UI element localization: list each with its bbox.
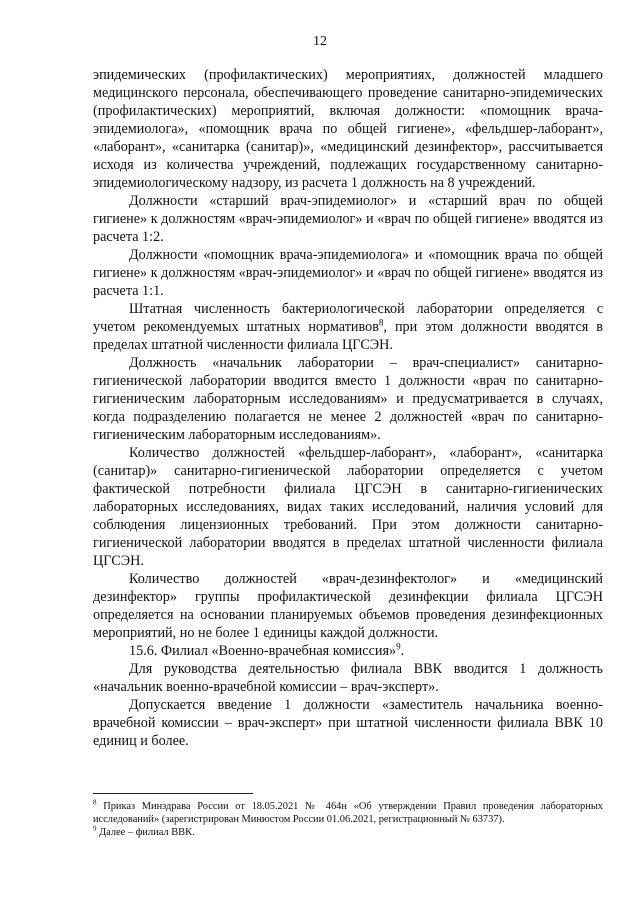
paragraph-disinfection-group: Количество должностей «врач-дезинфектолог» и «медицинский дезинфектор» группы профилактической дезинфекции филиала ЦГСЭН определяется на основании планируемых объемов проведения дезинфекционных мероприятий, но не более 1 единицы каждой должности. <box>93 571 603 641</box>
paragraph-assistant-positions: Должности «помощник врача-эпидемиолога» и «помощник врача по общей гигиене» к должностям «врач-эпидемиолог» и «врач по общей гигиене» вводятся из расчета 1:1. <box>93 247 603 299</box>
footnote-divider <box>93 793 253 794</box>
heading-text: 15.6. Филиал «Военно-врачебная комиссия» <box>129 643 397 659</box>
paragraph-vvk-head: Для руководства деятельностью филиала ВВК вводится 1 должность «начальник военно-врачебной комиссии – врач-эксперт». <box>93 661 603 695</box>
body-text <box>93 66 603 750</box>
footnote-mark: 8 <box>93 798 97 807</box>
section-heading-15-6 <box>93 642 603 660</box>
footnote-ref-9: 9 <box>396 641 401 652</box>
footnote-text: Приказ Минздрава России от 18.05.2021 № 464н «Об утверждении Правил проведения лабораторных исследований» (зарегистрирован Минюстом России 01.06.2021, регистрационный № 63737). <box>93 801 603 825</box>
paragraph-continuation: эпидемических (профилактических) мероприятиях, должностей младшего медицинского персонала, обеспечивающего проведение санитарно-эпидемических (профилактических) мероприятий, включая должности: «помощник врача-эпидемиолога», «помощник врача по общей гигиене», «фельдшер-лаборант», «лаборант», «санитарка (санитар)», «медицинский дезинфектор», рассчитывается исходя из количества учреждений, подлежащих государственному санитарно-эпидемиологическому надзору, из расчета 1 должность на 8 учреждений. <box>93 67 603 191</box>
paragraph-text: , при этом должности вводятся в пределах штатной численности филиала ЦГСЭН. <box>93 319 603 353</box>
footnote-mark: 9 <box>93 824 97 833</box>
paragraph-senior-positions: Должности «старший врач-эпидемиолог» и «старший врач по общей гигиене» к должностям «врач-эпидемиолог» и «врач по общей гигиене» вводятся из расчета 1:2. <box>93 193 603 245</box>
paragraph-lab-staff: Количество должностей «фельдшер-лаборант», «лаборант», «санитарка (санитар)» санитарно-гигиенической лаборатории определяется с учетом фактической потребности филиала ЦГСЭН в санитарно-гигиенических лабораторных исследованиях, видах таких исследований, наличия условий для соблюдения лицензионных требований. При этом должности санитарно-гигиенической лаборатории вводятся в пределах штатной численности филиала ЦГСЭН. <box>93 445 603 569</box>
footnotes <box>93 793 603 839</box>
footnote-ref-8: 8 <box>378 317 384 328</box>
paragraph-bacteriology-lab <box>93 300 603 354</box>
paragraph-text: Штатная численность бактериологической лаборатории определяется с учетом рекомендуемых штатных нормативов <box>93 301 603 335</box>
footnote-9 <box>93 826 603 839</box>
footnote-text: Далее – филиал ВВК. <box>96 827 195 838</box>
heading-text: . <box>400 643 405 659</box>
page-number: 12 <box>313 34 327 49</box>
paragraph-lab-head: Должность «начальник лаборатории – врач-специалист» санитарно-гигиенической лаборатории вводится вместо 1 должности «врач по санитарно-гигиеническим лабораторным исследованиям» и предусматривается в случаях, когда подразделению полагается не менее 2 должностей «врач по санитарно-гигиеническим лабораторным исследованиям». <box>93 355 603 443</box>
paragraph-vvk-deputy: Допускается введение 1 должности «заместитель начальника военно-врачебной комиссии – врач-эксперт» при штатной численности филиала ВВК 10 единиц и более. <box>93 697 603 749</box>
footnote-8 <box>93 800 603 826</box>
